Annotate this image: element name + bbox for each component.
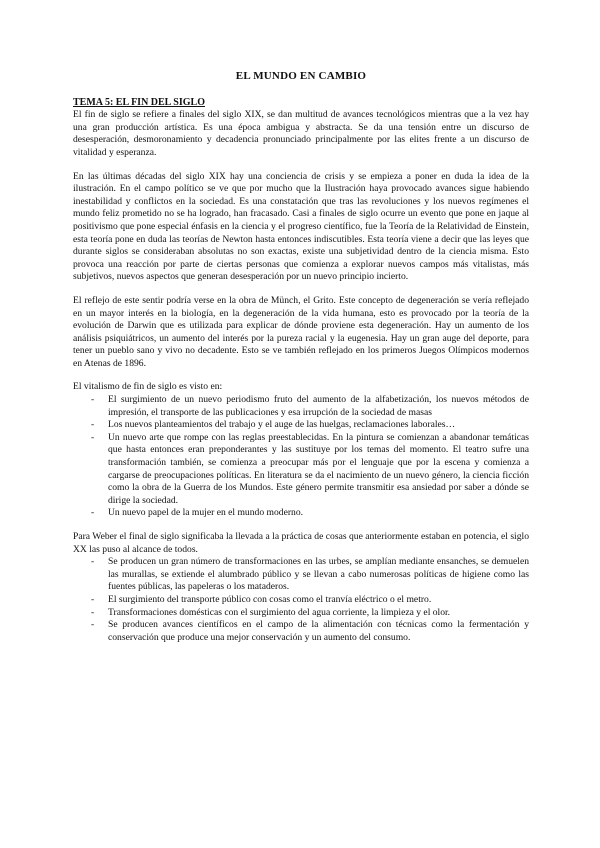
bullet-dash: - [91, 419, 95, 431]
bullet-dash: - [91, 507, 95, 519]
bullet-dash: - [91, 593, 95, 605]
list-item: - Los nuevos planteamientos del trabajo y el auge de las huelgas, reclamaciones laborales… [91, 419, 456, 431]
list-item: - El surgimiento de un nuevo periodismo fruto del aumento de la alfabetización, los nuevos métodos de impresión, el transporte de las publicaciones y esa irrupción de la sociedad de masas [91, 394, 529, 418]
list-item: - Un nuevo papel de la mujer en el mundo moderno. [91, 507, 304, 519]
vitalismo-intro: El vitalismo de fin de siglo es visto en: [73, 381, 223, 393]
weber-intro: Para Weber el final de siglo significaba la llevada a la práctica de cosas que anteriormente estaban en potencia, el siglo XX las puso al alcance de todos. [73, 531, 529, 555]
bullet-dash: - [91, 619, 95, 631]
document-page [73, 70, 529, 655]
vitalismo-list [73, 394, 529, 520]
list-item: - El surgimiento del transporte público con cosas como el tranvía eléctrico o el metro. [91, 593, 432, 605]
section-heading: TEMA 5: EL FIN DEL SIGLO [73, 96, 205, 108]
bullet-dash: - [91, 394, 95, 406]
bullet-dash: - [91, 431, 95, 443]
paragraph-crisis: En las últimas décadas del siglo XIX hay una conciencia de crisis y se empieza a poner en duda la idea de la ilustración. En el campo político se ve que por mucho que la Ilustración haya provocado avances sigue habiendo inestabilidad y conflictos en la sociedad. Es una constatación que tras las revoluciones y los nuevos regímenes el mundo feliz prometido no se ha logrado, han fracasado. Casi a finales de siglo ocurre un evento que pone en jaque al positivismo que pone especial énfasis en la ciencia y el progreso científico, fue la Teoría de la Relatividad de Einstein, esta teoría pone en duda las teorías de Newton hasta entonces indiscutibles. Esta teoría viene a decir que las leyes que durante siglos se consideraban absolutas no son exactas, existe una subjetividad dentro de la ciencia misma. Esto provoca una reacción por parte de ciertas personas que comienza a explorar nuevos campos más vitalistas, más subjetivos, nuevos aspectos que generan desesperación por un nuevo principio incierto. [73, 170, 529, 283]
paragraph-intro: El fin de siglo se refiere a finales del siglo XIX, se dan multitud de avances tecnológicos mientras que a la vez hay una gran producción artística. Es una época ambigua y abstracta. Se da una tensión entre un discurso de desesperación, desmoronamiento y decadencia pronunciado principalmente por las elites frente a un discurso de vitalidad y esperanza. [73, 109, 529, 158]
list-item: - Transformaciones domésticas con el surgimiento del agua corriente, la limpieza y el olor. [91, 606, 451, 618]
bullet-dash: - [91, 556, 95, 568]
document-title: EL MUNDO EN CAMBIO [235, 70, 367, 82]
paragraph-degeneracion: El reflejo de este sentir podría verse en la obra de Münch, el Grito. Este concepto de degeneración se vería reflejado en un mayor interés en la biología, en la degeneración de la vida humana, esto es provocado por la teoría de la evolución de Darwin que es utilizada para explicar de dónde proviene esta degeneración. Hay un aumento de los análisis psiquiátricos, un aumento del interés por la pureza racial y la eugenesia. Hay un gran auge del deporte, para tener un pueblo sano y vivo no decadente. Esto se ve también reflejado en los primeros Juegos Olímpicos modernos en Atenas de 1896. [73, 294, 529, 369]
list-item: - Se producen avances científicos en el campo de la alimentación con técnicas como la fermentación y conservación que produce una mejor conservación y un aumento del consumo. [91, 619, 529, 643]
list-item: - Un nuevo arte que rompe con las reglas preestablecidas. En la pintura se comienzan a abandonar temáticas que hasta entonces eran preponderantes y las sustituye por los temas del momento. El teatro sufre una transformación también, se comienza a preocupar más por el lenguaje que por la escena y comienza a cargarse de preocupaciones políticas. En literatura se da el nacimiento de un nuevo género, la ciencia ficción como la obra de la Guerra de los Mundos. Este género permite transmitir esa ansiedad por saber a dónde se dirige la sociedad. [91, 431, 529, 506]
list-item: - Se producen un gran número de transformaciones en las urbes, se amplían mediante ensanches, se demuelen las murallas, se extiende el alumbrado público y se llevan a cabo numerosas políticas de higiene como las fuentes públicas, las papeleras o los mataderos. [91, 556, 529, 593]
bullet-dash: - [91, 606, 95, 618]
weber-list [73, 556, 529, 644]
